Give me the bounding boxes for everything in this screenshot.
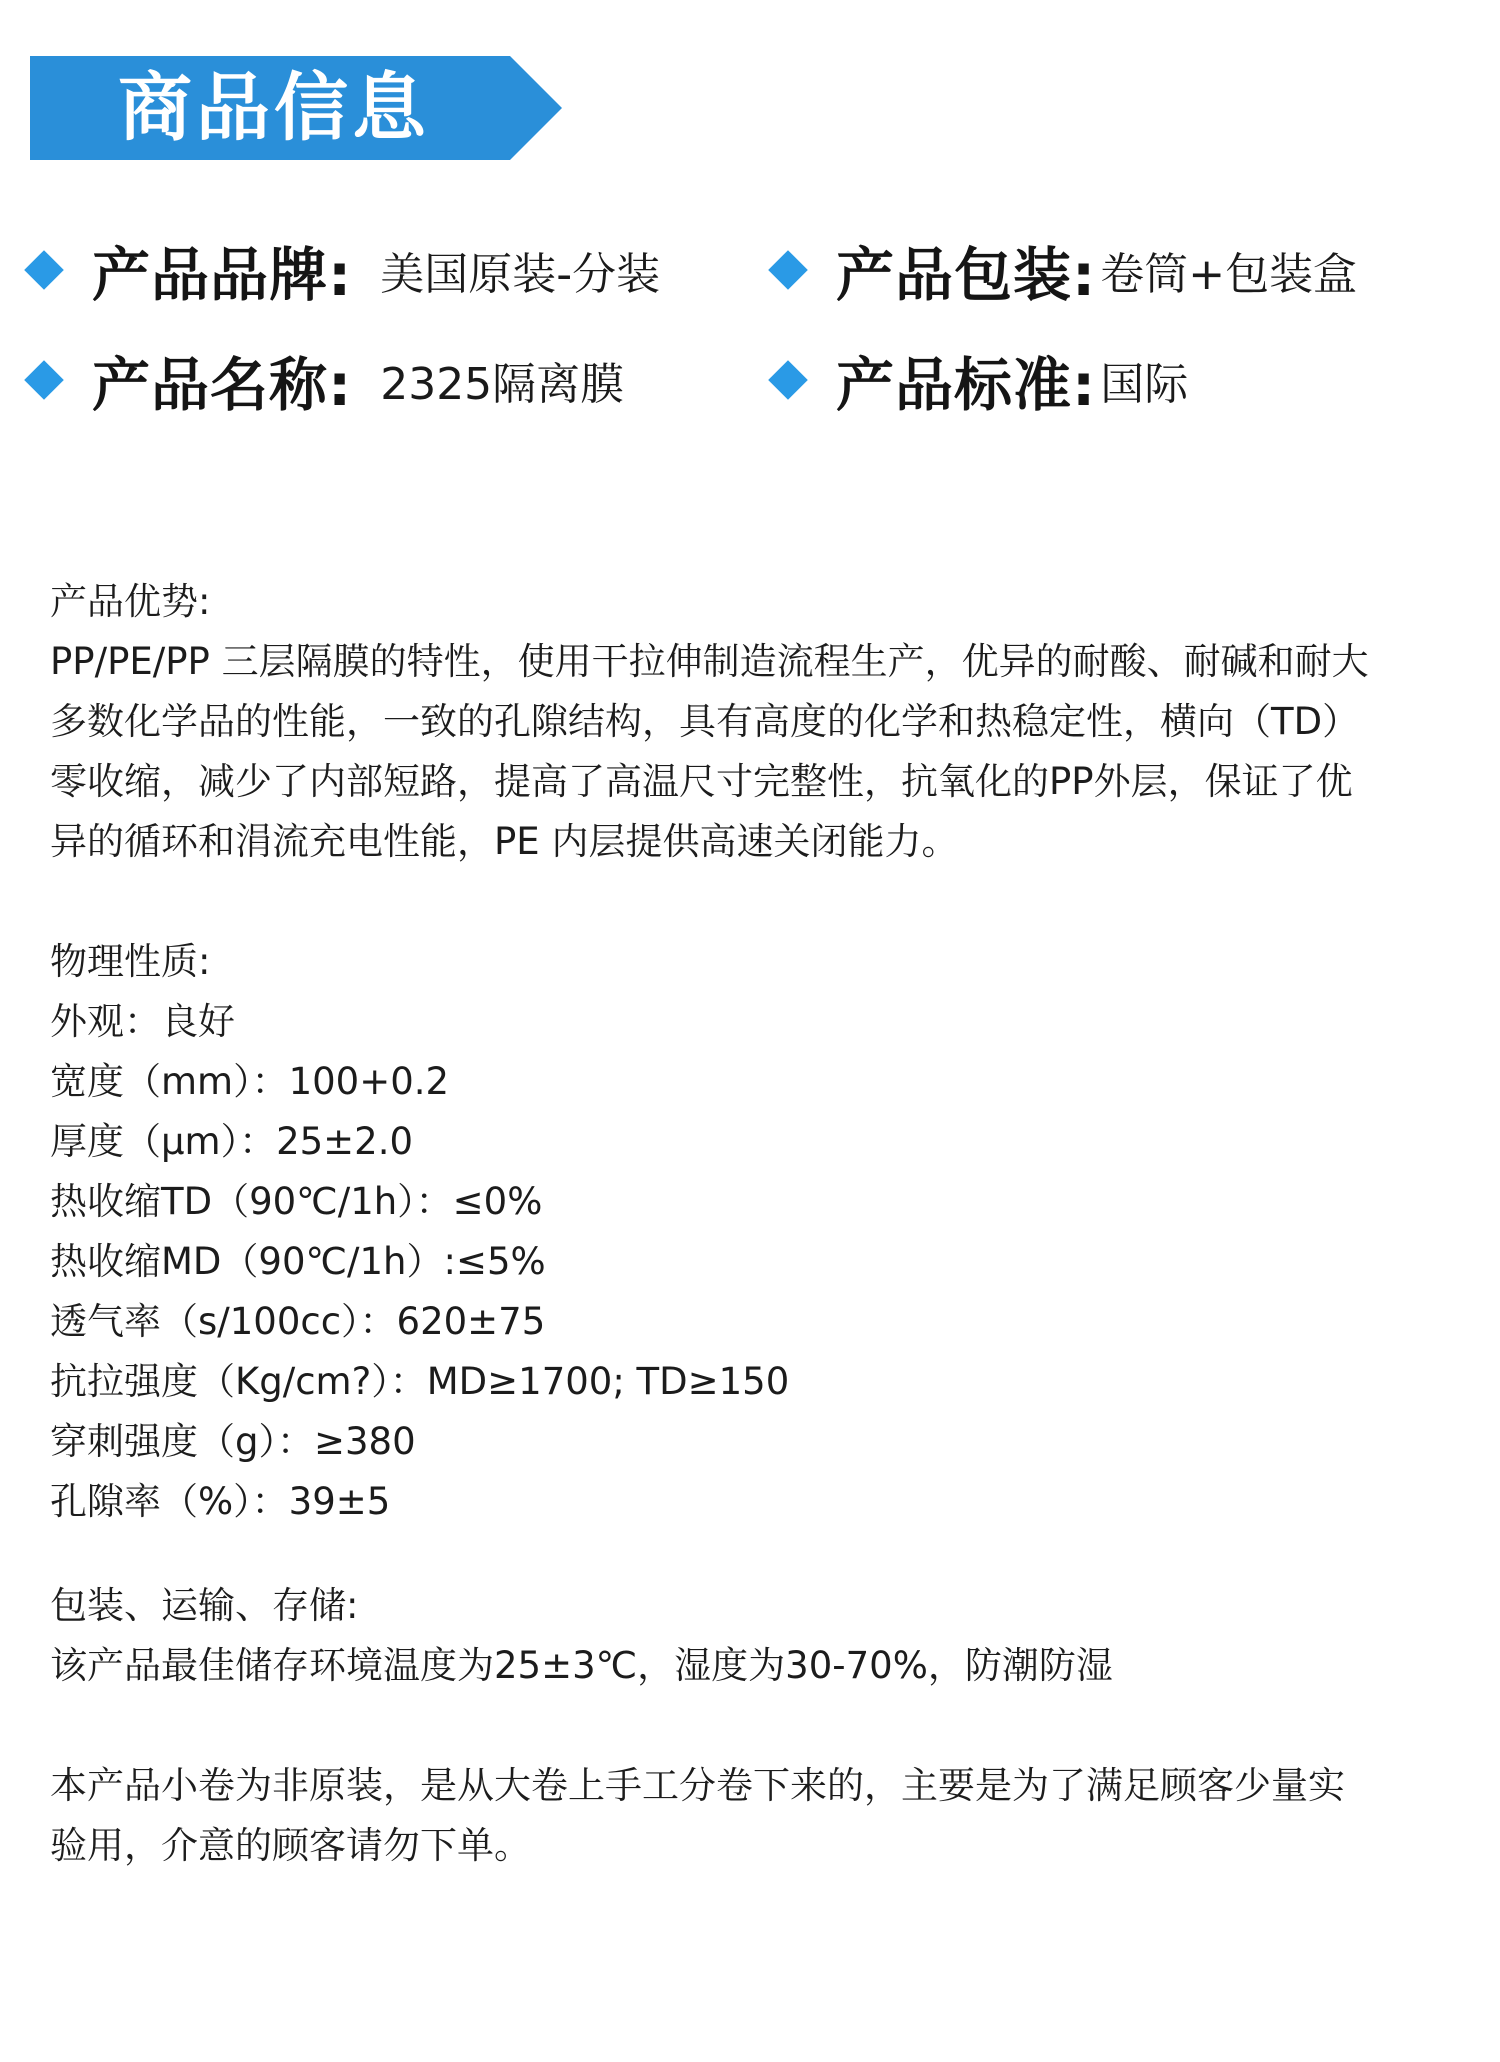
diamond-bullet-icon (24, 250, 64, 290)
property-line: 穿刺强度（g）：≥380 (50, 1420, 416, 1463)
property-line: 外观：良好 (50, 1000, 235, 1043)
packaging-value: 卷筒+包装盒 (1100, 249, 1358, 300)
property-line: 厚度（μm）：25±2.0 (50, 1120, 414, 1163)
storage-title: 包装、运输、存储: (50, 1584, 359, 1627)
spacer (50, 872, 1470, 932)
standard-label: 产品标准: (836, 351, 1097, 419)
name-value: 2325隔离膜 (380, 359, 625, 410)
property-line: 热收缩TD（90℃/1h）：≤0% (50, 1180, 543, 1223)
storage-line: 该产品最佳储存环境温度为25±3℃，湿度为30-70%，防潮防湿 (50, 1644, 1113, 1687)
info-packaging (774, 230, 1357, 310)
info-standard (774, 340, 1188, 420)
advantages-line: 多数化学品的性能，一致的孔隙结构，具有高度的化学和热稳定性，横向（TD） (50, 700, 1360, 743)
diamond-bullet-icon (768, 360, 808, 400)
property-line: 宽度（mm）：100+0.2 (50, 1060, 450, 1103)
advantages-line: 零收缩，减少了内部短路，提高了高温尺寸完整性，抗氧化的PP外层，保证了优 (50, 760, 1353, 803)
section-banner (30, 56, 562, 160)
standard-value: 国际 (1100, 359, 1189, 410)
brand-value: 美国原装-分装 (380, 249, 661, 300)
advantages-line: 异的循环和涓流充电性能，PE 内层提供高速关闭能力。 (50, 820, 959, 863)
diamond-bullet-icon (768, 250, 808, 290)
spacer (50, 1696, 1470, 1756)
property-line: 透气率（s/100cc）：620±75 (50, 1300, 546, 1343)
banner-title: 商品信息 (118, 65, 430, 151)
property-line: 抗拉强度（Kg/cm?）：MD≥1700; TD≥150 (50, 1360, 790, 1403)
advantages-title: 产品优势: (50, 580, 211, 623)
info-brand (30, 230, 660, 310)
diamond-bullet-icon (24, 360, 64, 400)
notice-line: 本产品小卷为非原装，是从大卷上手工分卷下来的，主要是为了满足顾客少量实 (50, 1764, 1345, 1807)
advantages-line: PP/PE/PP 三层隔膜的特性，使用干拉伸制造流程生产，优异的耐酸、耐碱和耐大 (50, 640, 1369, 683)
property-line: 热收缩MD（90℃/1h）:≤5% (50, 1240, 546, 1283)
product-description (50, 572, 1470, 1876)
info-name (30, 340, 624, 420)
notice-line: 验用，介意的顾客请勿下单。 (50, 1824, 531, 1867)
spacer (50, 1532, 1470, 1576)
name-label: 产品名称: (92, 351, 353, 419)
brand-label: 产品品牌: (92, 241, 353, 309)
property-line: 孔隙率（%）：39±5 (50, 1480, 391, 1523)
product-info (0, 220, 1500, 520)
properties-title: 物理性质: (50, 940, 211, 983)
packaging-label: 产品包装: (836, 241, 1097, 309)
